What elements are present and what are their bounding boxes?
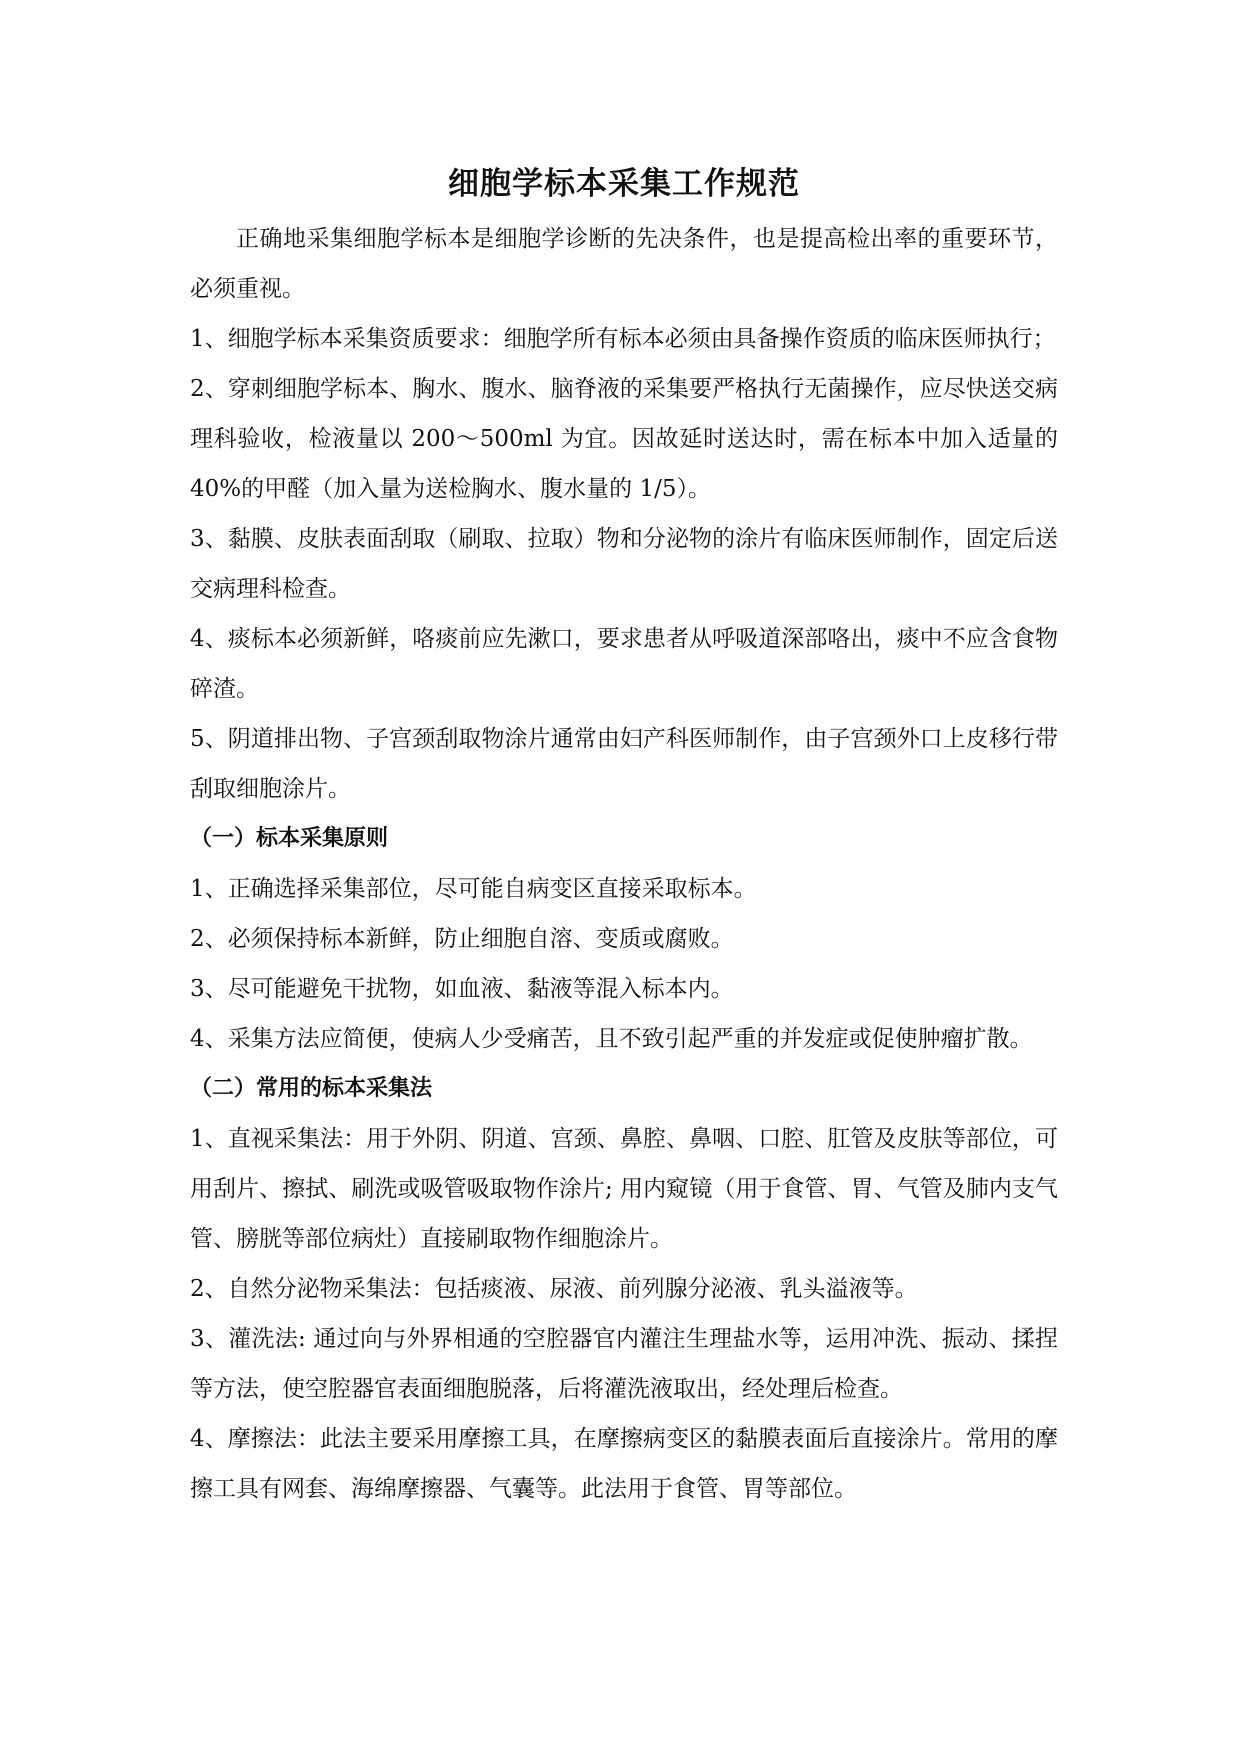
principle-item: 2、必须保持标本新鲜，防止细胞自溶、变质或腐败。 <box>190 926 734 952</box>
principle-item: 4、采集方法应简便，使病人少受痛苦，且不致引起严重的并发症或促使肿瘤扩散。 <box>190 1026 1033 1052</box>
document-body <box>190 158 1058 1514</box>
method-item: 2、自然分泌物采集法：包括痰液、尿液、前列腺分泌液、乳头溢液等。 <box>190 1276 918 1302</box>
method-item: 1、直视采集法：用于外阴、阴道、宫颈、鼻腔、鼻咽、口腔、肛管及皮肤等部位，可用刮片、擦拭、刷洗或吸管吸取物作涂片; 用内窥镜（用于食管、胃、气管及肺内支气管、膀胱等部位病灶）直接刷取物作细胞涂片。 <box>190 1126 1058 1252</box>
requirement-item: 3、黏膜、皮肤表面刮取（刷取、拉取）物和分泌物的涂片有临床医师制作，固定后送交病理科检查。 <box>190 526 1058 602</box>
requirement-item: 5、阴道排出物、子宫颈刮取物涂片通常由妇产科医师制作，由子宫颈外口上皮移行带刮取细胞涂片。 <box>190 726 1058 802</box>
principle-item: 1、正确选择采集部位，尽可能自病变区直接采取标本。 <box>190 876 757 902</box>
requirement-item: 2、穿刺细胞学标本、胸水、腹水、脑脊液的采集要严格执行无菌操作，应尽快送交病理科验收，检液量以 200～500ml 为宜。因故延时送达时，需在标本中加入适量的 40%的甲醛（加入量为送检胸水、腹水量的 1/5）。 <box>190 376 1058 502</box>
requirement-item: 4、痰标本必须新鲜，咯痰前应先漱口，要求患者从呼吸道深部咯出，痰中不应含食物碎渣。 <box>190 626 1058 702</box>
method-item: 3、灌洗法: 通过向与外界相通的空腔器官内灌注生理盐水等，运用冲洗、振动、揉捏等方法，使空腔器官表面细胞脱落，后将灌洗液取出，经处理后检查。 <box>190 1326 1058 1402</box>
method-item: 4、摩擦法：此法主要采用摩擦工具，在摩擦病变区的黏膜表面后直接涂片。常用的摩擦工具有网套、海绵摩擦器、气囊等。此法用于食管、胃等部位。 <box>190 1426 1058 1502</box>
principle-item: 3、尽可能避免干扰物，如血液、黏液等混入标本内。 <box>190 976 734 1002</box>
document-title: 细胞学标本采集工作规范 <box>448 166 800 202</box>
section-heading-principles: （一）标本采集原则 <box>190 826 389 851</box>
intro-paragraph: 正确地采集细胞学标本是细胞学诊断的先决条件，也是提高检出率的重要环节，必须重视。 <box>190 226 1058 302</box>
section-heading-methods: （二）常用的标本采集法 <box>190 1076 433 1101</box>
requirement-item: 1、细胞学标本采集资质要求：细胞学所有标本必须由具备操作资质的临床医师执行； <box>190 326 1056 352</box>
